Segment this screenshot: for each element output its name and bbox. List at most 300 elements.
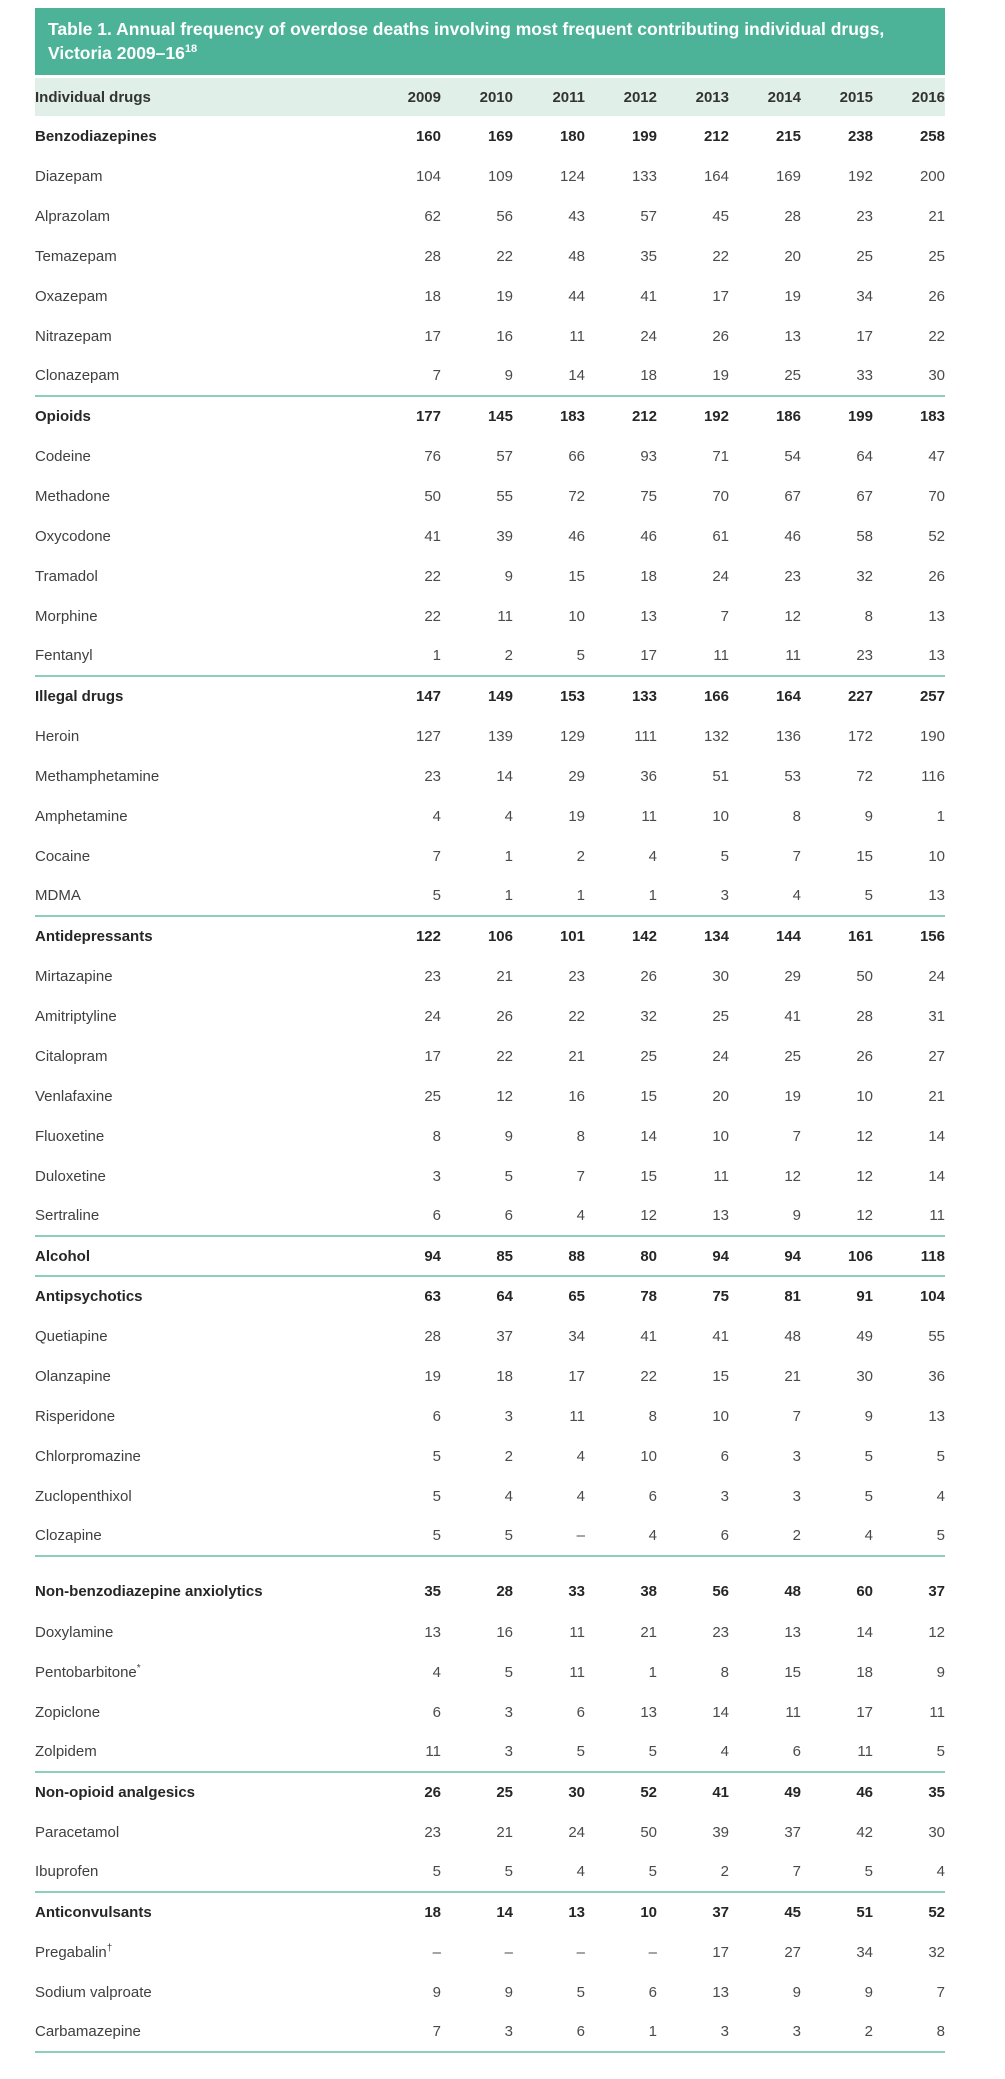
value-2016: 24	[928, 967, 945, 985]
value-2009: –	[432, 1943, 441, 1961]
value-2012: 1	[648, 1663, 657, 1681]
value-2013: 41	[712, 1784, 729, 1802]
value-2010: 11	[497, 607, 513, 625]
value-2011: 8	[576, 1127, 585, 1145]
value-2010: 14	[496, 1904, 513, 1922]
value-2014: 94	[729, 1236, 801, 1276]
value-2015: 17	[856, 1703, 873, 1721]
value-2014: 37	[784, 1823, 801, 1841]
value-2016: 14	[928, 1167, 945, 1185]
value-2013: 11	[713, 1167, 729, 1185]
value-2012: 18	[640, 567, 657, 585]
drug-row-fluoxetine	[35, 1116, 945, 1156]
drug-label: Tramadol	[35, 567, 98, 585]
drug-label: Pentobarbitone*	[35, 1663, 141, 1682]
value-2012: 78	[640, 1288, 657, 1306]
value-2016: 70	[928, 487, 945, 505]
value-2012: 4	[648, 847, 657, 865]
value-2016: 30	[873, 356, 945, 396]
drug-row-heroin	[35, 716, 945, 756]
column-header-year-2015: 2015	[839, 88, 873, 106]
footnote-marker: *	[136, 1663, 141, 1675]
value-2009: 13	[424, 1623, 441, 1641]
drug-label: Pregabalin†	[35, 1943, 113, 1962]
value-2014: 3	[792, 1447, 801, 1465]
value-2015: 10	[856, 1087, 873, 1105]
value-2015: 28	[856, 1007, 873, 1025]
value-2010: 6	[441, 1196, 513, 1236]
section-row-opioids	[35, 396, 945, 436]
value-2011: 129	[559, 727, 585, 745]
value-2011: 66	[568, 447, 585, 465]
value-2012: 11	[641, 807, 657, 825]
value-2010: 3	[504, 1703, 513, 1721]
drug-label: Olanzapine	[35, 1367, 111, 1385]
value-2012: 52	[640, 1784, 657, 1802]
value-2011: 88	[513, 1236, 585, 1276]
drug-row-mdma	[35, 876, 945, 916]
value-2011: 23	[568, 967, 585, 985]
drug-label: Diazepam	[35, 167, 103, 185]
value-2016: 31	[928, 1007, 945, 1025]
value-2009: 160	[415, 127, 441, 145]
value-2013: 17	[712, 287, 729, 305]
value-2011: 16	[568, 1087, 585, 1105]
value-2013: 39	[712, 1823, 729, 1841]
value-2014: 67	[784, 487, 801, 505]
value-2014: 29	[784, 967, 801, 985]
drug-row-sodium-valproate	[35, 1972, 945, 2012]
drug-row-doxylamine	[35, 1612, 945, 1652]
value-2009: 26	[424, 1784, 441, 1802]
value-2016: 183	[919, 408, 945, 426]
value-2013: 6	[720, 1447, 729, 1465]
value-2009: 63	[424, 1288, 441, 1306]
value-2015: 67	[856, 487, 873, 505]
value-2012: 13	[640, 607, 657, 625]
drug-frequency-table	[35, 78, 945, 2053]
value-2016: 22	[928, 327, 945, 345]
value-2010: 85	[441, 1236, 513, 1276]
value-2016: 4	[873, 1852, 945, 1892]
value-2013: 19	[657, 356, 729, 396]
value-2012: 133	[631, 167, 657, 185]
value-2015: 18	[856, 1663, 873, 1681]
value-2011: 6	[513, 2012, 585, 2052]
value-2013: 56	[712, 1583, 729, 1601]
value-2016: 26	[928, 287, 945, 305]
drug-label: Antidepressants	[35, 928, 153, 946]
drug-label: Duloxetine	[35, 1167, 106, 1185]
value-2011: 44	[568, 287, 585, 305]
value-2010: 37	[496, 1327, 513, 1345]
value-2010: 21	[496, 1823, 513, 1841]
value-2014: 144	[775, 928, 801, 946]
value-2011: 19	[568, 807, 585, 825]
value-2009: 7	[432, 847, 441, 865]
value-2013: 23	[712, 1623, 729, 1641]
drug-row-clonazepam	[35, 356, 945, 396]
value-2009: 7	[369, 2012, 441, 2052]
drug-label: Amphetamine	[35, 807, 128, 825]
value-2015: 32	[856, 567, 873, 585]
drug-label: Alcohol	[35, 1236, 369, 1276]
value-2009: 41	[424, 527, 441, 545]
value-2013: 75	[712, 1288, 729, 1306]
value-2011: 11	[569, 1407, 585, 1425]
value-2011: 65	[568, 1288, 585, 1306]
drug-label: Antipsychotics	[35, 1288, 143, 1306]
column-header-individual-drugs: Individual drugs	[35, 88, 151, 106]
value-2010: 9	[504, 567, 513, 585]
value-2009: 104	[415, 167, 441, 185]
value-2013: 24	[712, 567, 729, 585]
footnote-marker: †	[106, 1943, 113, 1955]
drug-label: Alprazolam	[35, 207, 111, 225]
value-2014: 19	[784, 287, 801, 305]
value-2013: 71	[712, 447, 729, 465]
value-2014: 54	[784, 447, 801, 465]
value-2011: 183	[559, 408, 585, 426]
value-2010: 19	[496, 287, 513, 305]
value-2012: 1	[585, 876, 657, 916]
value-2012: 80	[585, 1236, 657, 1276]
drug-row-risperidone	[35, 1396, 945, 1436]
value-2011: 72	[568, 487, 585, 505]
drug-label: Opioids	[35, 408, 91, 426]
value-2015: 227	[847, 688, 873, 706]
value-2010: 1	[504, 847, 513, 865]
value-2015: 64	[856, 447, 873, 465]
value-2016: 116	[921, 767, 945, 785]
value-2012: 25	[640, 1047, 657, 1065]
value-2009: 3	[432, 1167, 441, 1185]
value-2013: 10	[712, 1127, 729, 1145]
value-2011: 5	[513, 636, 585, 676]
column-header-year-2011: 2011	[552, 88, 585, 106]
drug-label: Zopiclone	[35, 1703, 101, 1721]
value-2012: 26	[640, 967, 657, 985]
value-2016: 26	[928, 567, 945, 585]
value-2016: 200	[919, 167, 945, 185]
value-2016: 5	[936, 1447, 945, 1465]
value-2015: 161	[847, 928, 873, 946]
value-2016: 11	[873, 1196, 945, 1236]
drug-label: Risperidone	[35, 1407, 116, 1425]
value-2013: 13	[712, 1983, 729, 2001]
column-header-year-2012: 2012	[623, 88, 657, 106]
value-2015: 5	[801, 876, 873, 916]
value-2011: 46	[568, 527, 585, 545]
value-2010: 28	[496, 1583, 513, 1601]
table-title-reference-superscript: 18	[184, 43, 198, 56]
value-2009: 177	[415, 408, 441, 426]
value-2015: 238	[847, 127, 873, 145]
value-2014: 53	[784, 767, 801, 785]
value-2010: 55	[496, 487, 513, 505]
drug-row-paracetamol	[35, 1812, 945, 1852]
value-2013: 212	[703, 127, 729, 145]
drug-row-zolpidem	[35, 1732, 945, 1772]
drug-row-ibuprofen	[35, 1852, 945, 1892]
value-2016: 10	[928, 847, 945, 865]
value-2012: 18	[585, 356, 657, 396]
value-2014: 12	[784, 607, 801, 625]
column-header-year-2009: 2009	[407, 88, 441, 106]
value-2016: 5	[873, 1732, 945, 1772]
value-2013: 7	[720, 607, 729, 625]
value-2015: 8	[864, 607, 873, 625]
value-2014: 41	[784, 1007, 801, 1025]
drug-row-chlorpromazine	[35, 1436, 945, 1476]
value-2011: 48	[568, 247, 585, 265]
value-2013: 4	[657, 1732, 729, 1772]
value-2015: 2	[801, 2012, 873, 2052]
value-2015: 23	[856, 207, 873, 225]
value-2015: 14	[856, 1623, 873, 1641]
value-2009: 7	[369, 356, 441, 396]
value-2010: 22	[496, 247, 513, 265]
value-2012: 133	[631, 688, 657, 706]
value-2009: 62	[424, 207, 441, 225]
value-2010: 39	[496, 527, 513, 545]
value-2010: 109	[487, 167, 513, 185]
value-2011: 10	[568, 607, 585, 625]
value-2009: 50	[424, 487, 441, 505]
drug-label: Sertraline	[35, 1196, 369, 1236]
value-2012: 15	[640, 1167, 657, 1185]
value-2013: 10	[712, 1407, 729, 1425]
value-2015: 5	[864, 1487, 873, 1505]
drug-row-tramadol	[35, 556, 945, 596]
value-2013: 3	[657, 876, 729, 916]
value-2009: 23	[424, 967, 441, 985]
value-2011: –	[576, 1943, 585, 1961]
value-2013: 164	[703, 167, 729, 185]
value-2013: 5	[720, 847, 729, 865]
value-2015: 17	[856, 327, 873, 345]
value-2009: 23	[424, 1823, 441, 1841]
drug-label: Codeine	[35, 447, 91, 465]
value-2011: 14	[513, 356, 585, 396]
drug-label: Citalopram	[35, 1047, 108, 1065]
drug-label: Non-opioid analgesics	[35, 1784, 196, 1802]
value-2014: 21	[784, 1367, 801, 1385]
value-2016: 21	[928, 1087, 945, 1105]
drug-label: Paracetamol	[35, 1823, 120, 1841]
value-2016: 21	[928, 207, 945, 225]
value-2016: 13	[928, 607, 945, 625]
value-2009: 22	[424, 607, 441, 625]
drug-row-temazepam	[35, 236, 945, 276]
drug-label: Mirtazapine	[35, 967, 113, 985]
value-2014: 11	[785, 1703, 801, 1721]
value-2011: 5	[576, 1983, 585, 2001]
value-2014: 8	[792, 807, 801, 825]
value-2013: 6	[657, 1516, 729, 1556]
value-2009: 1	[369, 636, 441, 676]
value-2014: 25	[729, 356, 801, 396]
drug-row-pregabalin	[35, 1932, 945, 1972]
drug-row-morphine	[35, 596, 945, 636]
value-2009: 76	[424, 447, 441, 465]
value-2010: –	[504, 1943, 513, 1961]
value-2013: 3	[720, 1487, 729, 1505]
value-2014: 28	[784, 207, 801, 225]
value-2010: 3	[504, 1407, 513, 1425]
column-header-year-2010: 2010	[479, 88, 513, 106]
section-row-non-opioid-analgesics	[35, 1772, 945, 1812]
value-2009: 4	[432, 807, 441, 825]
drug-row-methadone	[35, 476, 945, 516]
value-2012: 8	[648, 1407, 657, 1425]
drug-row-diazepam	[35, 156, 945, 196]
section-row-antipsychotics	[35, 1276, 945, 1316]
value-2012: 14	[640, 1127, 657, 1145]
value-2011: 30	[568, 1784, 585, 1802]
value-2015: 34	[856, 287, 873, 305]
value-2015: 5	[864, 1447, 873, 1465]
drug-label: Fentanyl	[35, 636, 369, 676]
value-2011: 4	[513, 1852, 585, 1892]
value-2016: 30	[928, 1823, 945, 1841]
value-2015: 33	[801, 356, 873, 396]
value-2011: 180	[559, 127, 585, 145]
value-2012: 38	[640, 1583, 657, 1601]
value-2013: 192	[703, 408, 729, 426]
value-2016: 11	[929, 1703, 945, 1721]
table-header	[35, 78, 945, 116]
value-2010: 12	[496, 1087, 513, 1105]
value-2015: 9	[864, 1983, 873, 2001]
value-2013: 45	[712, 207, 729, 225]
drug-row-olanzapine	[35, 1356, 945, 1396]
value-2015: 9	[864, 807, 873, 825]
value-2010: 5	[441, 1516, 513, 1556]
value-2010: 139	[487, 727, 513, 745]
value-2009: 35	[424, 1583, 441, 1601]
value-2016: 32	[928, 1943, 945, 1961]
value-2014: 169	[775, 167, 801, 185]
value-2013: 70	[712, 487, 729, 505]
value-2016: 52	[928, 527, 945, 545]
drug-label: Carbamazepine	[35, 2012, 369, 2052]
value-2014: 3	[729, 2012, 801, 2052]
value-2009: 19	[424, 1367, 441, 1385]
value-2010: 3	[441, 1732, 513, 1772]
value-2012: 13	[640, 1703, 657, 1721]
value-2012: 142	[631, 928, 657, 946]
value-2013: 37	[712, 1904, 729, 1922]
value-2012: 10	[640, 1447, 657, 1465]
value-2013: 17	[712, 1943, 729, 1961]
value-2016: 25	[928, 247, 945, 265]
section-row-alcohol	[35, 1236, 945, 1276]
value-2016: 13	[928, 1407, 945, 1425]
value-2009: 22	[424, 567, 441, 585]
value-2011: 13	[568, 1904, 585, 1922]
value-2009: 28	[424, 247, 441, 265]
drug-row-amphetamine	[35, 796, 945, 836]
value-2015: 25	[856, 247, 873, 265]
drug-label: Cocaine	[35, 847, 91, 865]
value-2014: 2	[729, 1516, 801, 1556]
value-2015: 11	[801, 1732, 873, 1772]
value-2012: 12	[585, 1196, 657, 1236]
drug-label: Temazepam	[35, 247, 117, 265]
drug-label: Methadone	[35, 487, 111, 505]
value-2012: 22	[640, 1367, 657, 1385]
value-2013: 41	[712, 1327, 729, 1345]
value-2012: 4	[585, 1516, 657, 1556]
value-2012: 6	[648, 1487, 657, 1505]
value-2010: 9	[441, 356, 513, 396]
drug-label: Methamphetamine	[35, 767, 160, 785]
value-2016: 258	[919, 127, 945, 145]
value-2016: 13	[873, 876, 945, 916]
value-2013: 134	[703, 928, 729, 946]
value-2016: 190	[919, 727, 945, 745]
value-2013: 2	[657, 1852, 729, 1892]
value-2009: 5	[369, 1516, 441, 1556]
drug-row-nitrazepam	[35, 316, 945, 356]
drug-row-mirtazapine	[35, 956, 945, 996]
value-2014: 7	[729, 1852, 801, 1892]
value-2009: 5	[369, 1852, 441, 1892]
value-2013: 25	[712, 1007, 729, 1025]
value-2016: 156	[919, 928, 945, 946]
value-2010: 14	[496, 767, 513, 785]
value-2012: 46	[640, 527, 657, 545]
drug-row-codeine	[35, 436, 945, 476]
value-2014: 45	[784, 1904, 801, 1922]
value-2016: 52	[928, 1904, 945, 1922]
value-2013: 132	[703, 727, 729, 745]
value-2011: 33	[568, 1583, 585, 1601]
value-2015: 23	[801, 636, 873, 676]
value-2011: 29	[568, 767, 585, 785]
value-2009: 94	[369, 1236, 441, 1276]
value-2012: 41	[640, 1327, 657, 1345]
value-2013: 30	[712, 967, 729, 985]
value-2014: 7	[792, 1127, 801, 1145]
value-2015: 42	[856, 1823, 873, 1841]
drug-label: Benzodiazepines	[35, 127, 157, 145]
value-2016: 47	[928, 447, 945, 465]
value-2009: 127	[415, 727, 441, 745]
value-2015: 49	[856, 1327, 873, 1345]
value-2011: 1	[513, 876, 585, 916]
drug-row-fentanyl	[35, 636, 945, 676]
drug-row-alprazolam	[35, 196, 945, 236]
value-2014: 136	[775, 727, 801, 745]
value-2015: 12	[856, 1167, 873, 1185]
value-2014: 48	[784, 1583, 801, 1601]
value-2013: 8	[720, 1663, 729, 1681]
column-header-year-2013: 2013	[695, 88, 729, 106]
value-2012: 50	[640, 1823, 657, 1841]
value-2014: 25	[784, 1047, 801, 1065]
value-2013: 10	[712, 807, 729, 825]
value-2011: 11	[569, 1663, 585, 1681]
value-2009: 122	[415, 928, 441, 946]
value-2011: 2	[576, 847, 585, 865]
value-2009: 23	[424, 767, 441, 785]
value-2010: 4	[504, 1487, 513, 1505]
drug-label: Clonazepam	[35, 356, 369, 396]
value-2011: 34	[568, 1327, 585, 1345]
value-2014: 7	[792, 847, 801, 865]
